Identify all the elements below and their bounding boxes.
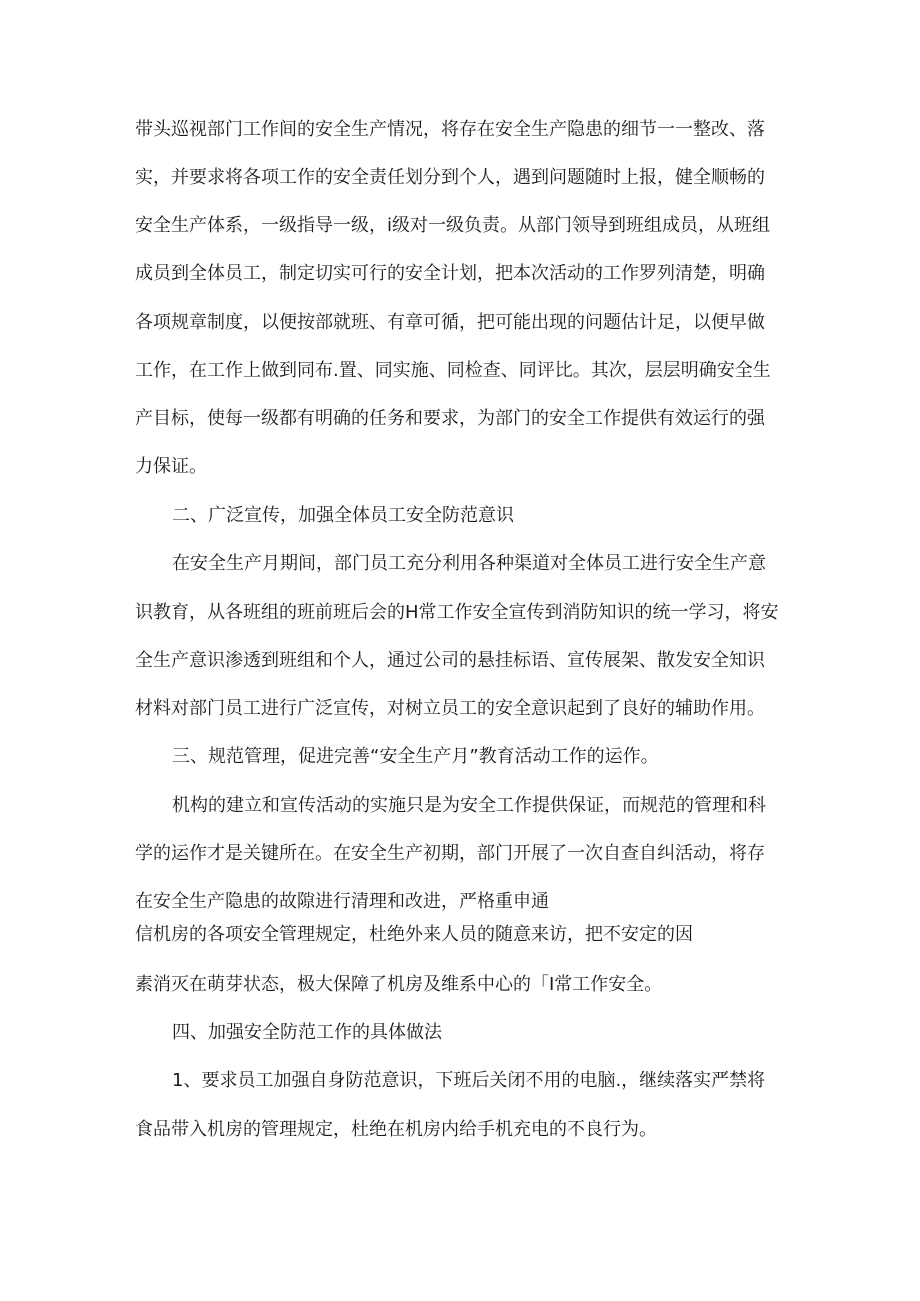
paragraph-line: 产目标，使每一级都有明确的任务和要求，为部门的安全工作提供有效运行的强 <box>135 408 765 429</box>
section-heading: 三、规范管理，促进完善“安全生产月”教育活动工作的运作。 <box>172 746 659 767</box>
paragraph-line: 安全生产体系，一级指导一级，i级对一级负责。从部门领导到班组成员，从班组 <box>135 215 770 236</box>
paragraph-line: 工作，在工作上做到同布.置、同实施、同检查、同评比。其次，层层明确安全生 <box>135 360 771 381</box>
paragraph-line: 带头巡视部门工作间的安全生产情况，将存在安全生产隐患的细节一一整改、落 <box>135 119 765 140</box>
paragraph-line: 力保证。 <box>135 456 207 477</box>
paragraph-line: 成员到全体员工，制定切实可行的安全计划，把本次活动的工作罗列清楚，明确 <box>135 263 765 284</box>
paragraph-line: 识教育，从各班组的班前班后会的H常工作安全宣传到消防知识的统一学习，将安 <box>135 602 779 623</box>
paragraph-line: 在安全生产隐患的故隙进行清理和改进，严格重申通 <box>135 891 549 912</box>
paragraph-line: 信机房的各项安全管理规定，杜绝外来人员的随意来访，把不安定的因 <box>135 924 693 945</box>
paragraph-line: 学的运作才是关键所在。在安全生产初期，部门开展了一次自查自纠活动，将存 <box>135 843 765 864</box>
paragraph-line: 1、要求员工加强自身防范意识，下班后关闭不用的电脑.，继续落实严禁将 <box>172 1070 766 1091</box>
paragraph-line: 素消灭在萌芽状态，极大保障了机房及维系中心的「I常工作安全。 <box>135 974 663 995</box>
paragraph-line: 食品带入机房的管理规定，杜绝在机房内给手机充电的不良行为。 <box>135 1119 657 1140</box>
section-heading: 四、加强安全防范工作的具体做法 <box>172 1022 442 1043</box>
paragraph-line: 全生产意识渗透到班组和个人，通过公司的悬挂标语、宣传展架、散发安全知识 <box>135 650 765 671</box>
paragraph-line: 各项规章制度，以便按部就班、有章可循，把可能出现的问题估计足，以便早做 <box>135 312 765 333</box>
paragraph-line: 机构的建立和宣传活动的实施只是为安全工作提供保证，而规范的管理和科 <box>172 795 766 816</box>
paragraph-line: 在安全生产月期间，部门员工充分利用各种渠道对全体员工进行安全生产意 <box>172 553 766 574</box>
paragraph-line: 实，并要求将各项工作的安全责任划分到个人，遇到问题随时上报，健全顺畅的 <box>135 167 765 188</box>
section-heading: 二、广泛宣传，加强全体员工安全防范意识 <box>172 505 514 526</box>
paragraph-line: 材料对部门员工进行广泛宣传，对树立员工的安全意识起到了良好的辅助作用。 <box>135 698 765 719</box>
